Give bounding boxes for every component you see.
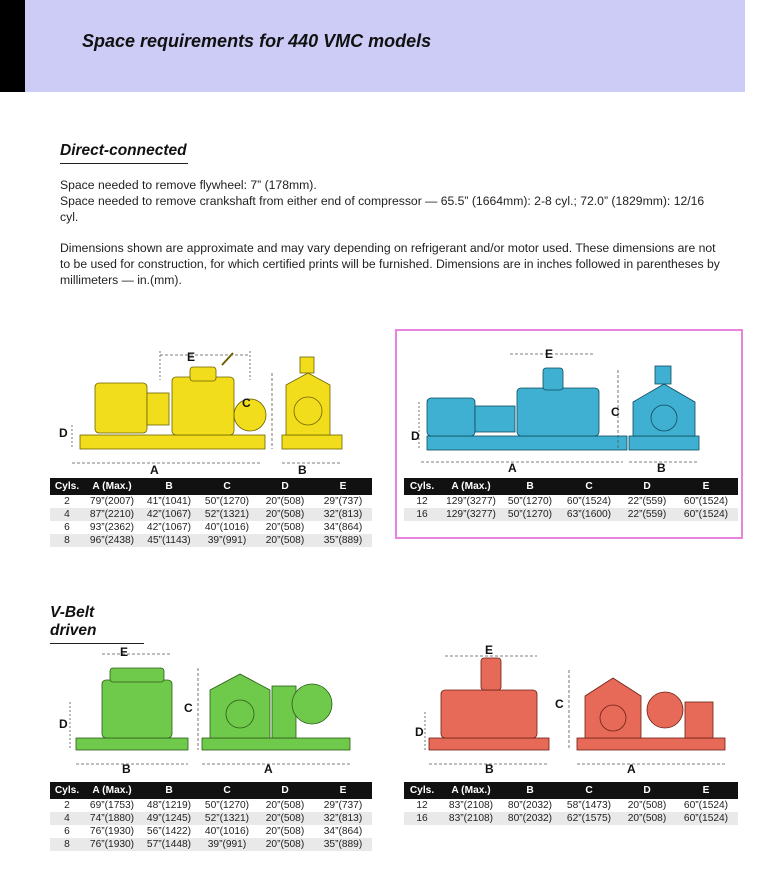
- cell-b: 80”(2032): [502, 812, 558, 825]
- table-body: [404, 495, 738, 521]
- direct-small-table: [50, 478, 372, 547]
- table-header: [404, 478, 738, 495]
- blue-compressor-end: [618, 366, 699, 462]
- col-d: D: [620, 782, 674, 799]
- yellow-compressor-end: [272, 357, 342, 463]
- cell-c: 40”(1016): [204, 826, 250, 837]
- cell-b: 45”(1143): [140, 534, 198, 547]
- cell-d: 20”(508): [256, 838, 314, 851]
- red-compressor-side: [569, 670, 725, 764]
- cell-a-max: 93”(2362): [89, 522, 135, 533]
- red-compressor-end: [425, 656, 549, 764]
- crankshaft-space-line: Space needed to remove crankshaft from either end of compressor — 65.5” (1664mm): 2-8 cyl.; 72.0” (1829mm): 12/16 cyl.: [60, 194, 705, 224]
- col-a-max: A (Max.): [84, 782, 140, 799]
- col-d: D: [256, 478, 314, 495]
- vbelt-large-diagram: [405, 640, 735, 776]
- col-e: E: [674, 478, 738, 495]
- dim-label-d-vbl: D: [415, 725, 424, 739]
- col-e: E: [674, 782, 738, 799]
- col-c: C: [198, 782, 256, 799]
- table-row: [50, 825, 372, 838]
- cell-d: 20”(508): [627, 800, 667, 811]
- green-compressor-end: [70, 654, 188, 764]
- col-b: B: [140, 782, 198, 799]
- cell-d: 20”(508): [265, 496, 305, 507]
- v-belt-heading: V-Belt driven: [50, 604, 144, 644]
- col-b: B: [502, 478, 558, 495]
- blue-compressor-side: [419, 354, 627, 462]
- dim-label-d-vb: D: [59, 717, 68, 731]
- cell-b: 56”(1422): [146, 826, 192, 837]
- dim-label-e-vbl: E: [485, 643, 494, 657]
- cell-c: 39”(991): [198, 534, 256, 547]
- removal-space-text: [60, 177, 720, 225]
- cell-b: 50”(1270): [507, 496, 553, 507]
- table-row: [50, 812, 372, 825]
- direct-connected-heading: Direct-connected: [60, 142, 188, 164]
- cell-b: 42”(1067): [140, 508, 198, 521]
- col-a-max: A (Max.): [84, 478, 140, 495]
- header-side-bar: [0, 0, 25, 92]
- cell-e: 35”(889): [314, 838, 372, 851]
- cell-a-max: 87”(2210): [84, 508, 140, 521]
- cell-cyls: 4: [50, 812, 84, 825]
- cell-e: 60”(1524): [674, 812, 738, 825]
- dim-label-b-large: B: [657, 461, 666, 474]
- cell-a-max: 74”(1880): [84, 812, 140, 825]
- col-c: C: [558, 782, 620, 799]
- table-header: [50, 782, 372, 799]
- col-e: E: [314, 782, 372, 799]
- cell-c: 60”(1524): [566, 496, 612, 507]
- cell-cyls: 12: [416, 496, 428, 507]
- header-row: [404, 478, 738, 495]
- cell-e: 32”(813): [314, 508, 372, 521]
- cell-d: 22”(559): [620, 508, 674, 521]
- cell-d: 20”(508): [265, 826, 305, 837]
- dim-label-c-vbl: C: [555, 697, 564, 711]
- table-row: [404, 812, 738, 825]
- cell-b: 50”(1270): [502, 508, 558, 521]
- cell-cyls: 6: [64, 522, 70, 533]
- header-row: [404, 782, 738, 799]
- cell-c: 39”(991): [198, 838, 256, 851]
- flywheel-space-line: Space needed to remove flywheel: 7” (178mm).: [60, 178, 317, 192]
- cell-b: 49”(1245): [140, 812, 198, 825]
- page-title: Space requirements for 440 VMC models: [82, 31, 432, 51]
- header-row: [50, 478, 372, 495]
- cell-b: 48”(1219): [146, 800, 192, 811]
- cell-cyls: 2: [64, 496, 70, 507]
- cell-e: 35”(889): [314, 534, 372, 547]
- cell-a-max: 83”(2108): [448, 800, 494, 811]
- col-cyls: Cyls.: [50, 782, 84, 799]
- cell-c: 63”(1600): [558, 508, 620, 521]
- dim-label-b-vb: B: [122, 762, 131, 776]
- cell-c: 50”(1270): [204, 496, 250, 507]
- table-body: [50, 495, 372, 547]
- cell-e: 60”(1524): [674, 508, 738, 521]
- cell-a-max: 69”(1753): [89, 800, 135, 811]
- cell-c: 50”(1270): [204, 800, 250, 811]
- col-c: C: [198, 478, 256, 495]
- col-cyls: Cyls.: [404, 782, 440, 799]
- cell-d: 20”(508): [265, 522, 305, 533]
- yellow-compressor-side: [58, 351, 266, 463]
- cell-e: 60”(1524): [683, 800, 729, 811]
- cell-a-max: 76”(1930): [89, 826, 135, 837]
- cell-cyls: 4: [50, 508, 84, 521]
- cell-a-max: 76”(1930): [84, 838, 140, 851]
- cell-e: 34”(864): [323, 522, 363, 533]
- header-row: [50, 782, 372, 799]
- table-row: [50, 799, 372, 812]
- table-body: [404, 799, 738, 825]
- col-a-max: A (Max.): [440, 782, 502, 799]
- cell-d: 20”(508): [256, 812, 314, 825]
- table-row: [50, 534, 372, 547]
- dim-label-c: C: [242, 396, 251, 410]
- col-b: B: [140, 478, 198, 495]
- cell-d: 20”(508): [256, 534, 314, 547]
- direct-large-diagram: [405, 340, 735, 474]
- cell-b: 42”(1067): [146, 522, 192, 533]
- cell-d: 20”(508): [256, 508, 314, 521]
- cell-a-max: 96”(2438): [84, 534, 140, 547]
- direct-small-diagram: [50, 345, 370, 477]
- cell-e: 60”(1524): [683, 496, 729, 507]
- cell-c: 58”(1473): [566, 800, 612, 811]
- dim-label-c-large: C: [611, 405, 620, 419]
- table-row: [50, 495, 372, 508]
- cell-b: 57”(1448): [140, 838, 198, 851]
- dim-label-a-large: A: [508, 461, 517, 474]
- table-row: [50, 508, 372, 521]
- green-compressor-side: [198, 668, 350, 764]
- table-body: [50, 799, 372, 851]
- vbelt-large-table: [404, 782, 738, 825]
- cell-e: 34”(864): [323, 826, 363, 837]
- cell-cyls: 8: [50, 838, 84, 851]
- dim-label-c-vb: C: [184, 701, 193, 715]
- table-row: [404, 799, 738, 812]
- cell-b: 41”(1041): [146, 496, 192, 507]
- vbelt-small-table: [50, 782, 372, 851]
- direct-large-table: [404, 478, 738, 521]
- cell-e: 29”(737): [323, 800, 363, 811]
- cell-cyls: 6: [64, 826, 70, 837]
- dim-label-a-vbl: A: [627, 762, 636, 776]
- table-row: [404, 495, 738, 508]
- cell-e: 29”(737): [323, 496, 363, 507]
- col-d: D: [256, 782, 314, 799]
- dim-label-b: B: [298, 463, 307, 477]
- dim-label-e-vb: E: [120, 645, 129, 659]
- dim-label-e: E: [187, 350, 196, 364]
- cell-a-max: 79”(2007): [89, 496, 135, 507]
- col-b: B: [502, 782, 558, 799]
- vbelt-small-diagram: [50, 640, 370, 776]
- table-row: [404, 508, 738, 521]
- col-a-max: A (Max.): [440, 478, 502, 495]
- table-header: [50, 478, 372, 495]
- col-cyls: Cyls.: [404, 478, 440, 495]
- cell-cyls: 16: [404, 812, 440, 825]
- cell-a-max: 129”(3277): [446, 496, 496, 507]
- table-row: [50, 838, 372, 851]
- cell-b: 80”(2032): [507, 800, 553, 811]
- col-c: C: [558, 478, 620, 495]
- dim-label-e-large: E: [545, 347, 554, 361]
- col-cyls: Cyls.: [50, 478, 84, 495]
- col-e: E: [314, 478, 372, 495]
- cell-cyls: 2: [64, 800, 70, 811]
- dim-label-d-large: D: [411, 429, 420, 443]
- cell-c: 52”(1321): [198, 812, 256, 825]
- dim-label-a-vb: A: [264, 762, 273, 776]
- cell-a-max: 83”(2108): [440, 812, 502, 825]
- dim-label-d: D: [59, 426, 68, 440]
- table-row: [50, 521, 372, 534]
- table-header: [404, 782, 738, 799]
- dimensions-note: Dimensions shown are approximate and may vary depending on refrigerant and/or motor used. These dimensions are not to be used for construction, for which certified prints will be furnished. Dimensions are in inches followed in parentheses by millimeters — in.(mm).: [60, 241, 720, 287]
- cell-d: 22”(559): [627, 496, 667, 507]
- cell-d: 20”(508): [265, 800, 305, 811]
- cell-c: 52”(1321): [198, 508, 256, 521]
- dim-label-b-vbl: B: [485, 762, 494, 776]
- dim-label-a: A: [150, 463, 159, 477]
- cell-a-max: 129”(3277): [440, 508, 502, 521]
- cell-c: 62”(1575): [558, 812, 620, 825]
- cell-cyls: 16: [404, 508, 440, 521]
- cell-cyls: 12: [416, 800, 428, 811]
- cell-e: 32”(813): [314, 812, 372, 825]
- col-d: D: [620, 478, 674, 495]
- cell-c: 40”(1016): [204, 522, 250, 533]
- cell-cyls: 8: [50, 534, 84, 547]
- cell-d: 20”(508): [620, 812, 674, 825]
